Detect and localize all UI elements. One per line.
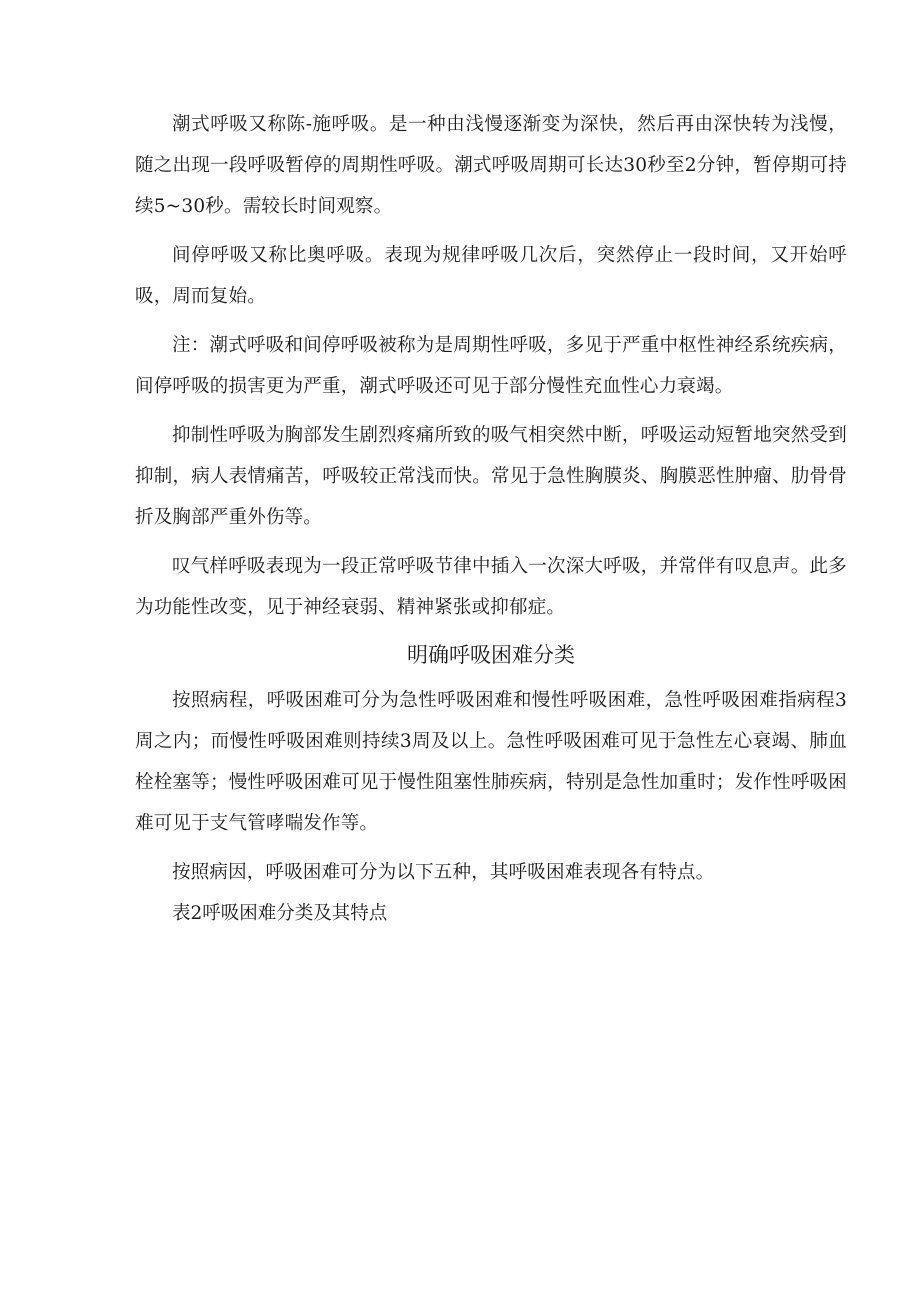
paragraph-note: 注：潮式呼吸和间停呼吸被称为是周期性呼吸，多见于严重中枢性神经系统疾病，间停呼吸的损害更为严重，潮式呼吸还可见于部分慢性充血性心力衰竭。 xyxy=(135,335,847,397)
paragraph-by-cause: 按照病因，呼吸困难可分为以下五种，其呼吸困难表现各有特点。 xyxy=(172,862,715,883)
paragraph-biot: 间停呼吸又称比奥呼吸。表现为规律呼吸几次后，突然停止一段时间，又开始呼吸，周而复始。 xyxy=(135,245,847,307)
table-caption: 表2呼吸困难分类及其特点 xyxy=(172,903,388,924)
paragraph-sighing: 叹气样呼吸表现为一段正常呼吸节律中插入一次深大呼吸，并常伴有叹息声。此多为功能性改变，见于神经衰弱、精神紧张或抑郁症。 xyxy=(135,556,847,618)
section-heading: 明确呼吸困难分类 xyxy=(407,643,575,667)
paragraph-by-course: 按照病程，呼吸困难可分为急性呼吸困难和慢性呼吸困难，急性呼吸困难指病程3周之内；而慢性呼吸困难则持续3周及以上。急性呼吸困难可见于急性左心衰竭、肺血栓栓塞等；慢性呼吸困难可见于慢性阻塞性肺疾病，特别是急性加重时；发作性呼吸困难可见于支气管哮喘发作等。 xyxy=(135,690,847,834)
paragraph-inhibitory: 抑制性呼吸为胸部发生剧烈疼痛所致的吸气相突然中断，呼吸运动短暂地突然受到抑制，病人表情痛苦，呼吸较正常浅而快。常见于急性胸膜炎、胸膜恶性肿瘤、肋骨骨折及胸部严重外伤等。 xyxy=(135,425,847,528)
document-body xyxy=(135,104,847,934)
paragraph-cheyne-stokes: 潮式呼吸又称陈-施呼吸。是一种由浅慢逐渐变为深快，然后再由深快转为浅慢，随之出现一段呼吸暂停的周期性呼吸。潮式呼吸周期可长达30秒至2分钟，暂停期可持续5~30秒。需较长时间观察。 xyxy=(135,114,847,217)
